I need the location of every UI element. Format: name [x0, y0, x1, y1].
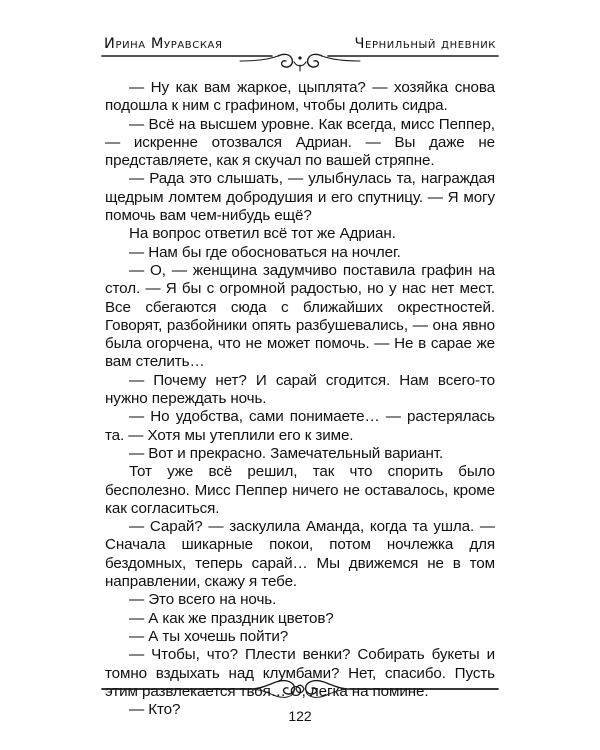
paragraph: — Всё на высшем уровне. Как всегда, мисс Пеппер, — искренне отозвался Адриан. — Вы даже не представляете, как я скучал по вашей стряпне.	[105, 115, 495, 170]
paragraph: — Нам бы где обосноваться на ночлег.	[129, 243, 401, 261]
running-head	[104, 30, 496, 52]
paragraph: — А ты хочешь пойти?	[129, 627, 289, 645]
body-text	[105, 79, 495, 719]
paragraph: — Сарай? — заскулила Аманда, когда та ушла. — Сначала шикарные покои, потом ночлежка для бездомных, теперь сарай… Мы движемся не в том направлении, скажу я тебе.	[105, 518, 495, 591]
paragraph: — О, — женщина задумчиво поставила графин на стол. — Я бы с огромной радостью, но у нас нет мест. Все сбегаются сюда с ближайших окрестностей. Говорят, разбойники опять разбушевались, — она явно была огорчена, что не может помочь. — Не в сарае же вам стелить…	[105, 261, 495, 371]
paragraph: — Ну как вам жаркое, цыплята? — хозяйка снова подошла к ним с графином, чтобы долить сидра.	[105, 79, 495, 115]
paragraph: — А как же праздник цветов?	[129, 609, 334, 627]
paragraph: — Но удобства, сами понимаете… — растерялась та. — Хотя мы утеплили его к зиме.	[105, 408, 495, 444]
paragraph: Тот уже всё решил, так что спорить было бесполезно. Мисс Пеппер ничего не оставалось, кроме как согласиться.	[105, 463, 495, 517]
running-head-title: Чернильный дневник	[354, 36, 496, 52]
paragraph: — Почему нет? И сарай сгодится. Нам всего-то нужно переждать ночь.	[105, 371, 495, 408]
paragraph: На вопрос ответил всё тот же Адриан.	[129, 225, 396, 243]
page-number: 122	[288, 708, 312, 724]
paragraph: — Вот и прекрасно. Замечательный вариант.	[129, 444, 444, 462]
running-head-author: Ирина Муравская	[104, 36, 223, 52]
paragraph: — Чтобы, что? Плести венки? Собирать букеты и томно вздыхать над клумбами? Нет, спасибо. Пусть этим развлекается твоя… О, легка на помине.	[105, 646, 495, 700]
header-ornament-divider	[100, 50, 500, 74]
paragraph: — Это всего на ночь.	[129, 591, 277, 609]
paragraph: — Кто?	[129, 701, 181, 719]
paragraph: — Рада это слышать, — улыбнулась та, награждая щедрым ломтем добродушия и его спутницу. — Я могу помочь вам чем-нибудь ещё?	[105, 170, 495, 225]
footer-ornament-divider	[100, 676, 500, 702]
